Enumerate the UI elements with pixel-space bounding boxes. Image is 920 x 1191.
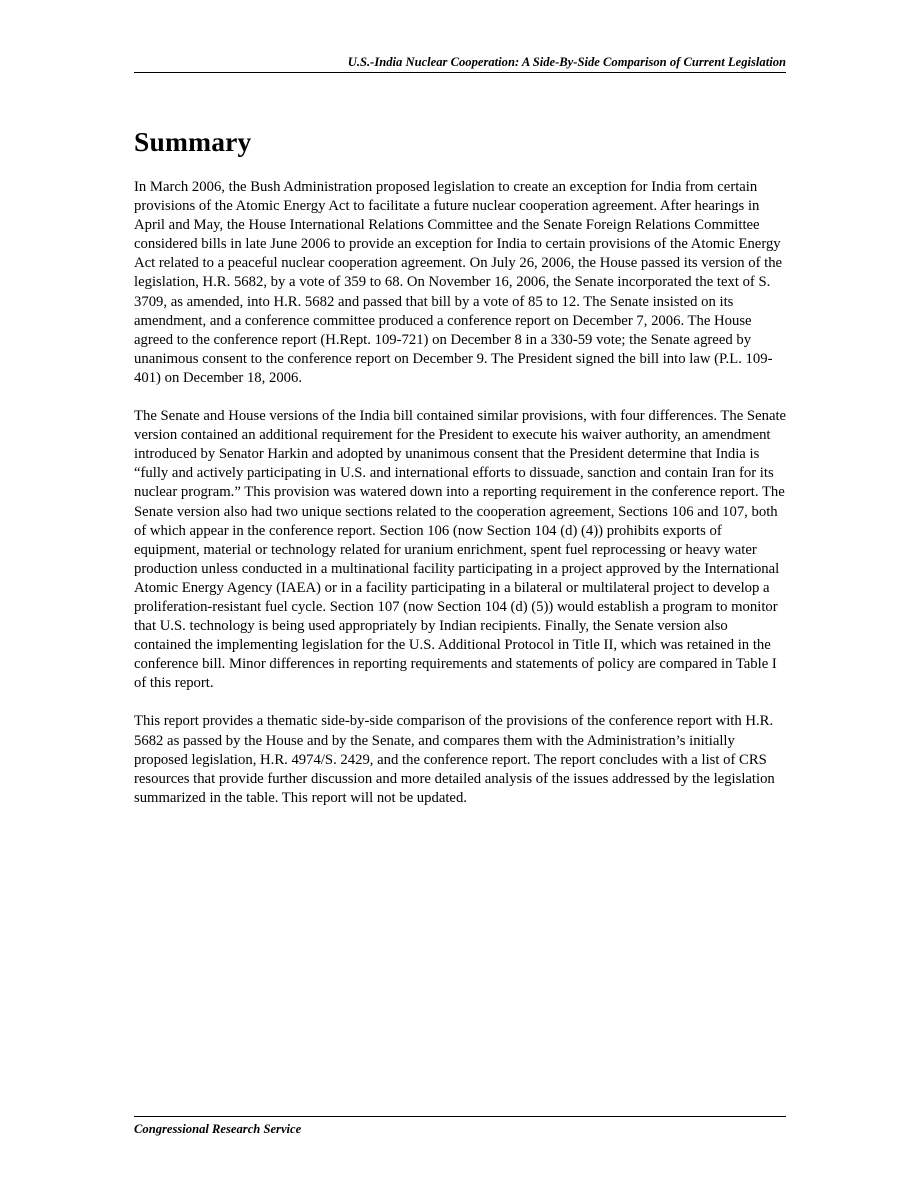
running-header: U.S.-India Nuclear Cooperation: A Side-By-Side Comparison of Current Legislation — [134, 54, 786, 73]
page-title: Summary — [134, 126, 252, 157]
summary-paragraph-3: This report provides a thematic side-by-side comparison of the provisions of the conference report with H.R. 5682 as passed by the House and by the Senate, and compares them with the Administration’s initially proposed legislation, H.R. 4974/S. 2429, and the conference report. The report concludes with a list of CRS resources that provide further discussion and more detailed analysis of the issues addressed by the legislation summarized in the table. This report will not be updated. — [134, 713, 775, 806]
summary-paragraph-2: The Senate and House versions of the India bill contained similar provisions, with four differences. The Senate version contained an additional requirement for the President to execute his waiver authority, an amendment introduced by Senator Harkin and adopted by unanimous consent that the President determine that India is “fully and actively participating in U.S. and international efforts to dissuade, sanction and contain Iran for its nuclear program.” This provision was watered down into a reporting requirement in the conference report. The Senate version also had two unique sections related to the cooperation agreement, Sections 106 and 107, both of which appear in the conference report. Section 106 (now Section 104 (d) (4)) prohibits exports of equipment, material or technology related for uranium enrichment, spent fuel reprocessing or heavy water production unless conducted in a multinational facility participating in a project approved by the International Atomic Energy Agency (IAEA) or in a facility participating in a bilateral or multilateral project to develop a proliferation-resistant fuel cycle. Section 107 (now Section 104 (d) (5)) would establish a program to monitor that U.S. technology is being used appropriately by Indian recipients. Finally, the Senate version also contained the implementing legislation for the U.S. Additional Protocol in Title II, which was retained in the conference bill. Minor differences in reporting requirements and statements of policy are compared in Table I of this report. — [134, 408, 787, 692]
summary-paragraph-1: In March 2006, the Bush Administration proposed legislation to create an exception for India from certain provisions of the Atomic Energy Act to facilitate a future nuclear cooperation agreement. After hearings in April and May, the House International Relations Committee and the Senate Foreign Relations Committee considered bills in late June 2006 to provide an exception for India to certain provisions of the Atomic Energy Act related to a peaceful nuclear cooperation agreement. On July 26, 2006, the House passed its version of the legislation, H.R. 5682, by a vote of 359 to 68. On November 16, 2006, the Senate incorporated the text of S. 3709, as amended, into H.R. 5682 and passed that bill by a vote of 85 to 12. The Senate insisted on its amendment, and a conference committee produced a conference report on December 7, 2006. The House agreed to the conference report (H.Rept. 109-721) on December 8 in a 330-59 vote; the Senate agreed by unanimous consent to the conference report on December 9. The President signed the bill into law (P.L. 109-401) on December 18, 2006. — [134, 179, 783, 386]
running-footer: Congressional Research Service — [134, 1116, 786, 1138]
summary-body — [134, 178, 788, 827]
